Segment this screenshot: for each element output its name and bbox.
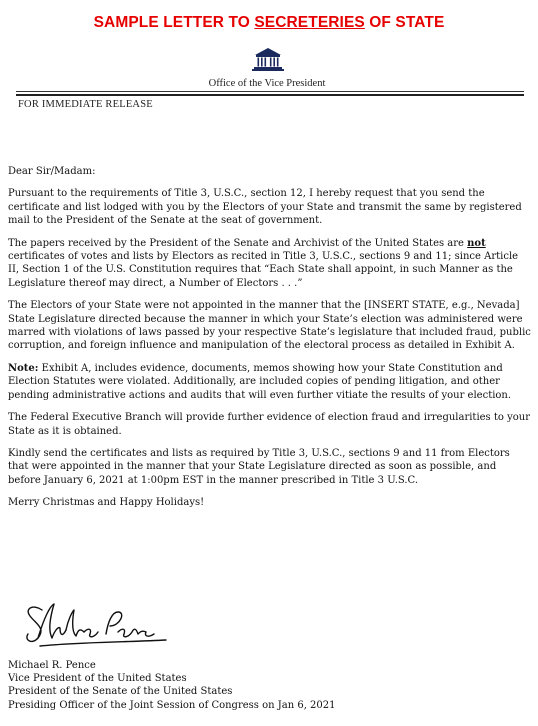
paragraph-5: The Federal Executive Branch will provide further evidence of election fraud and irregularities to your State as it is obtained. — [8, 412, 530, 437]
release-label: FOR IMMEDIATE RELEASE — [18, 99, 153, 110]
document-banner — [0, 14, 538, 32]
signer-title-3: Presiding Officer of the Joint Session of Congress on Jan 6, 2021 — [8, 699, 336, 711]
salutation: Dear Sir/Madam: — [8, 166, 96, 177]
note-label: Note: — [8, 362, 39, 374]
letter-body — [8, 165, 532, 519]
paragraph-7: Merry Christmas and Happy Holidays! — [8, 497, 205, 509]
handwritten-signature — [20, 598, 170, 653]
signer-title-1: Vice President of the United States — [8, 673, 187, 685]
signature-block — [8, 659, 336, 712]
signer-title-2: President of the Senate of the United States — [8, 686, 233, 698]
banner-text-3: OF STATE — [364, 14, 445, 31]
paragraph-1: Pursuant to the requirements of Title 3, U.S.C., section 12, I hereby request that you send the certificate and list lodged with you by the Electors of your State and transmit the same by registered mail to the President of the Senate at the seat of government. — [8, 188, 522, 227]
header-rule-thick — [16, 94, 524, 96]
emphasis-not: not — [467, 237, 486, 249]
paragraph-2-text-a: The papers received by the President of the Senate and Archivist of the United States are — [8, 237, 468, 249]
office-name: Office of the Vice President — [208, 78, 326, 89]
paragraph-3: The Electors of your State were not appointed in the manner that the [INSERT STATE, e.g., Nevada] State Legislature directed because the manner in which your State’s election was administered were marred with violations of laws passed by your respective State’s legislature that included fraud, public corruption, and foreign influence and manipulation of the electoral process as detailed in Exhibit A. — [8, 300, 531, 352]
paragraph-6: Kindly send the certificates and lists as required by Title 3, U.S.C., sections 9 and 11 from Electors that were appointed in the manner that your State Legislature directed as soon as possible, and before January 6, 2021 at 1:00pm EST in the manner prescribed in Title 3 U.S.C. — [8, 447, 510, 486]
paragraph-2 — [8, 237, 532, 291]
banner-text-2: SECRETERIES — [254, 14, 365, 31]
paragraph-2-text-c: certificates of votes and lists by Electors as recited in Title 3, U.S.C., sections 9 and 11; since Article II, Section 1 of the U.S. Constitution requires that “Each State shall appoint, in such Manner as the Legislature thereof may direct, a Number of Electors . . .” — [8, 251, 519, 289]
white-house-seal-icon — [251, 45, 285, 71]
paragraph-4 — [8, 362, 532, 402]
paragraph-4-text: Exhibit A, includes evidence, documents, memos showing how your State Constitution and Election Statutes were violated. Additionally, are included copies of pending litigation, and other pending administrative actions and audits that will even further vitiate the results of your election. — [8, 362, 512, 401]
header-rule-thin — [16, 91, 524, 92]
banner-text-1: SAMPLE LETTER TO — [93, 14, 255, 31]
signer-name: Michael R. Pence — [8, 660, 96, 671]
